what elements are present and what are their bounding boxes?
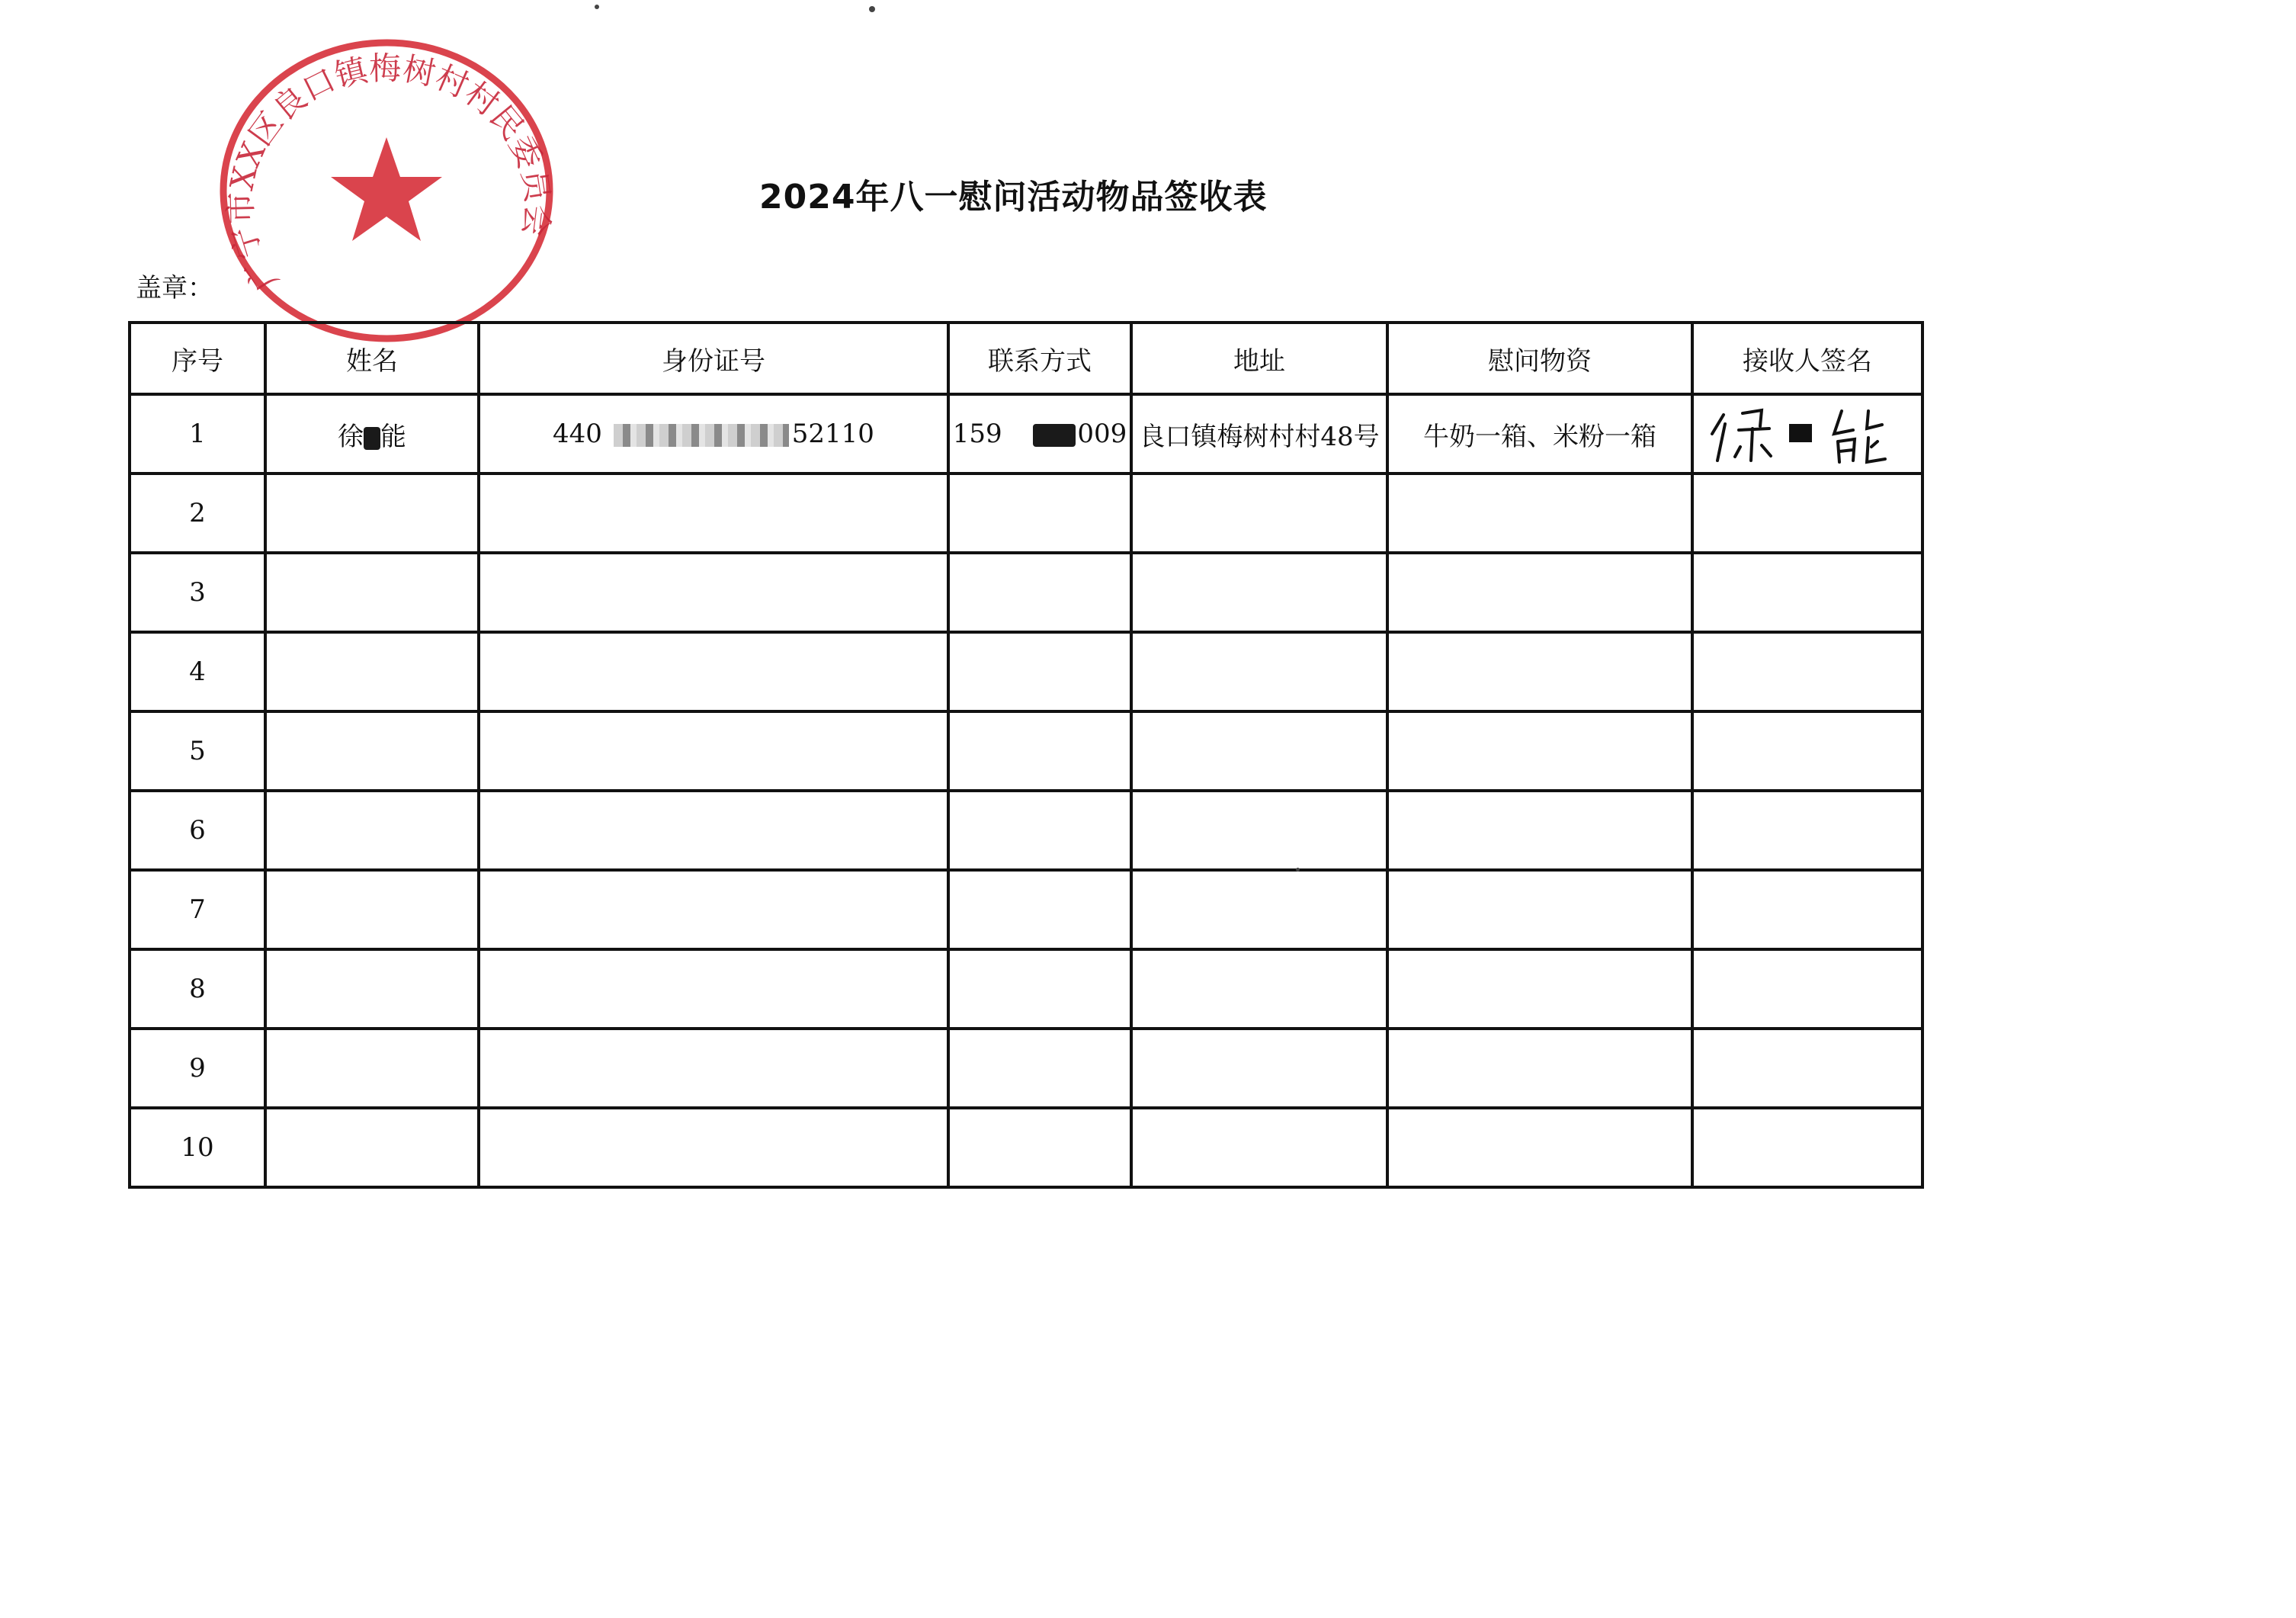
header-name: 姓名 — [265, 323, 479, 394]
seal-label: 盖章： — [136, 273, 213, 303]
id-suffix: 52110 — [791, 419, 874, 449]
header-id-number: 身份证号 — [479, 323, 948, 394]
scan-speck — [869, 6, 875, 12]
row-number: 1 — [130, 394, 265, 474]
star-icon — [331, 137, 442, 241]
header-goods: 慰问物资 — [1387, 323, 1692, 394]
official-seal — [215, 38, 558, 343]
table-row — [130, 870, 1922, 949]
redaction-mark — [1033, 424, 1076, 447]
table-row — [130, 474, 1922, 553]
redaction-mark — [614, 424, 789, 447]
row-number: 3 — [130, 553, 265, 632]
row-number: 9 — [130, 1029, 265, 1108]
row-number: 8 — [130, 949, 265, 1029]
name-end: 能 — [380, 421, 406, 452]
id-prefix: 440 — [553, 419, 602, 449]
header-address: 地址 — [1131, 323, 1387, 394]
row-number: 10 — [130, 1108, 265, 1187]
table-row — [130, 394, 1922, 474]
handwritten-signature — [1708, 400, 1906, 468]
table-row — [130, 553, 1922, 632]
table-row — [130, 791, 1922, 870]
row-number: 6 — [130, 791, 265, 870]
table-header-row — [130, 323, 1922, 394]
seal-text: 广宁市XX区良口镇梅树村村民委员会 — [221, 49, 557, 298]
phone-prefix: 159 — [952, 419, 1002, 449]
table-row — [130, 1029, 1922, 1108]
table-row — [130, 632, 1922, 711]
header-signature: 接收人签名 — [1692, 323, 1922, 394]
header-no: 序号 — [130, 323, 265, 394]
name-start: 徐 — [338, 421, 364, 452]
row-number: 7 — [130, 870, 265, 949]
page-title: 2024年八一慰问活动物品签收表 — [759, 178, 1268, 217]
scan-speck — [1296, 868, 1300, 872]
scan-speck — [595, 5, 599, 9]
row-number: 2 — [130, 474, 265, 553]
row-number: 4 — [130, 632, 265, 711]
id-number — [479, 394, 948, 474]
signature — [1692, 394, 1922, 474]
table-row — [130, 711, 1922, 791]
table-row — [130, 949, 1922, 1029]
recipient-name — [265, 394, 479, 474]
address: 良口镇梅树村村48号 — [1131, 394, 1387, 474]
phone-suffix: 009 — [1077, 419, 1127, 449]
goods: 牛奶一箱、米粉一箱 — [1387, 394, 1692, 474]
table-row — [130, 1108, 1922, 1187]
phone-number — [948, 394, 1131, 474]
row-number: 5 — [130, 711, 265, 791]
redaction-mark — [364, 427, 380, 450]
sign-in-table — [128, 321, 1924, 1189]
header-contact: 联系方式 — [948, 323, 1131, 394]
